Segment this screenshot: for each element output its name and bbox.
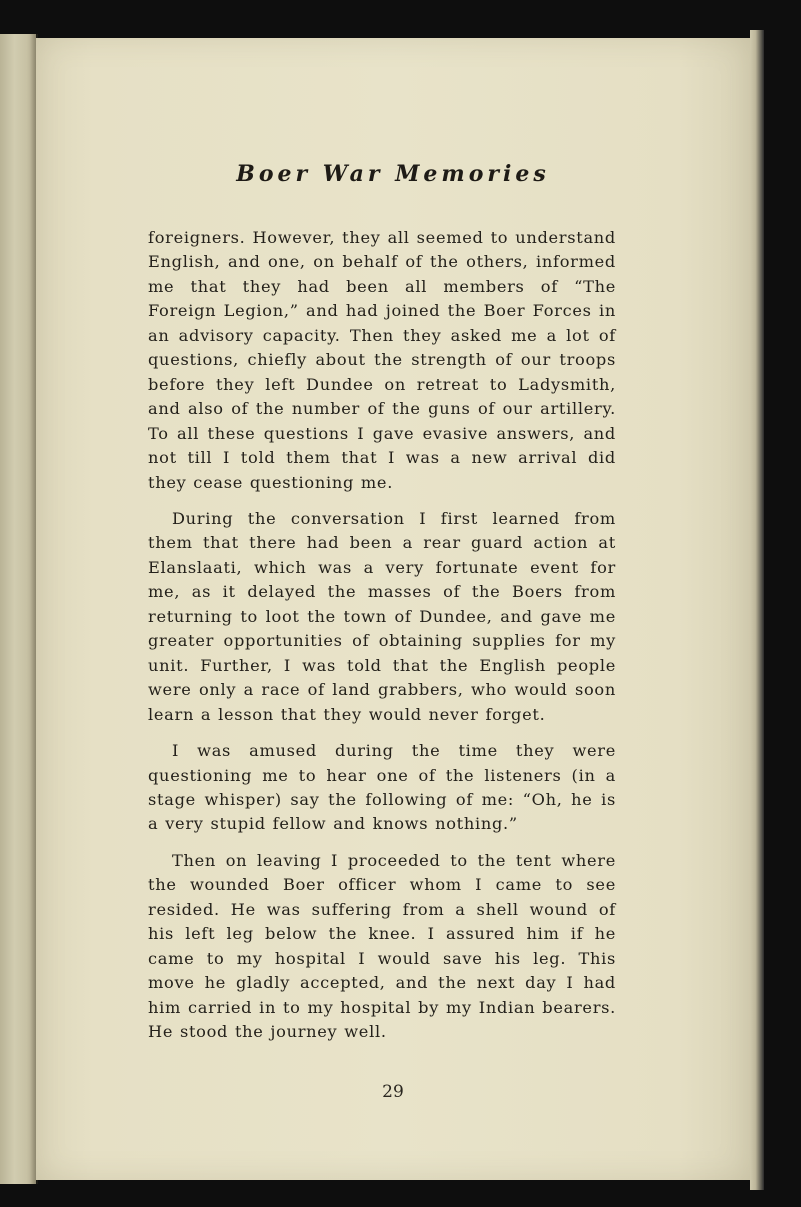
page-number: 29 <box>382 1082 404 1102</box>
paragraph: Then on leaving I proceeded to the tent where the wounded Boer officer whom I came to see resided. He was suffering from a shell wound of his left leg below the knee. I assured him if he came to my hospital I would save his leg. This move he gladly accepted, and the next day I had him carried in to my hospital by my Indian bearers. He stood the journey well. <box>148 850 616 1042</box>
paragraph: foreigners. However, they all seemed to understand English, and one, on behalf of the others, informed me that they had been all members of “The Foreign Legion,” and had joined the Boer Forces in an advisory capacity. Then they asked me a lot of questions, chiefly about the strength of our troops before they left Dundee on retreat to Ladysmith, and also of the number of the guns of our artillery. To all these questions I gave evasive answers, and not till I told them that I was a new arrival did they cease questioning me. <box>148 228 616 492</box>
page-fore-edge <box>750 30 764 1190</box>
paragraph: I was amused during the time they were questioning me to hear one of the listeners (in a stage whisper) say the following of me: “Oh, he is a very stupid fellow and knows nothing.” <box>148 741 616 834</box>
paragraph: During the conversation I first learned from them that there had been a rear guard action at Elanslaati, which was a very fortunate event for me, as it delayed the masses of the Boers from returning to loot the town of Dundee, and gave me greater opportunities of obtaining supplies for my unit. Further, I was told that the English people were only a race of land grabbers, who would soon learn a lesson that they would never forget. <box>148 508 616 724</box>
body-text <box>148 226 616 1057</box>
running-header: Boer War Memories <box>236 161 550 187</box>
book-page <box>36 38 750 1180</box>
